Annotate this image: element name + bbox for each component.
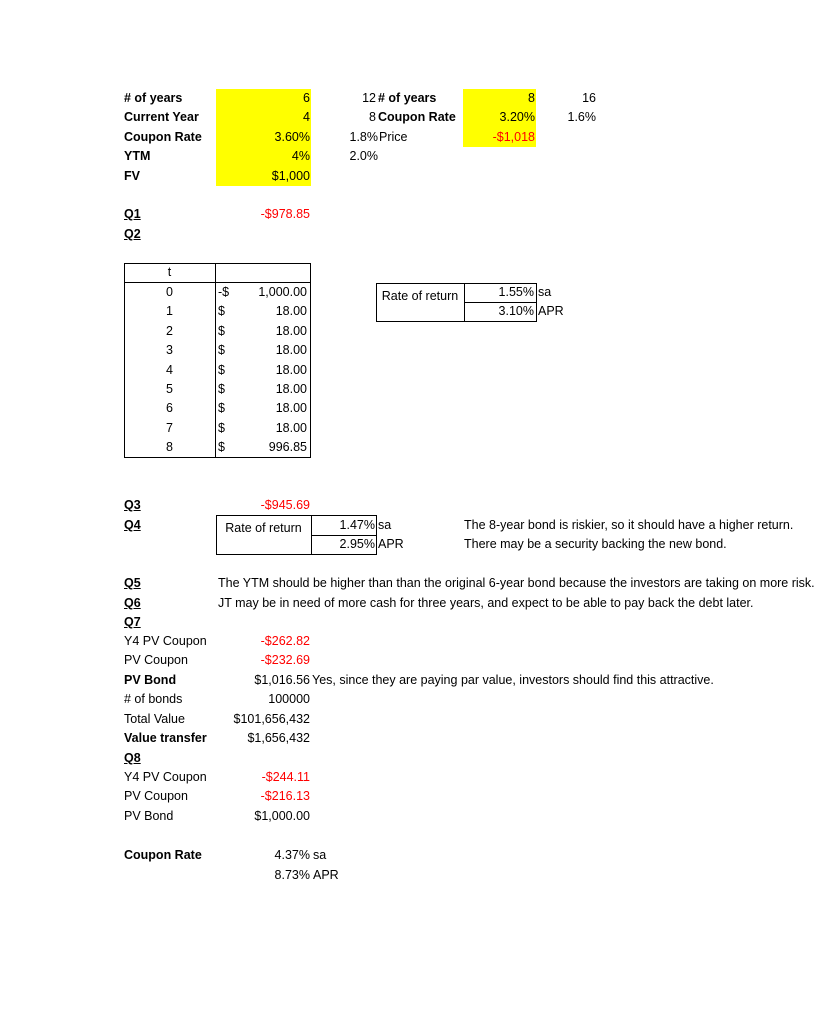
- q2-rate-label: Rate of return: [381, 289, 459, 303]
- q7-row-label: PV Bond: [124, 672, 177, 687]
- q2-label: Q2: [124, 227, 141, 241]
- cf-period: 2: [166, 323, 173, 338]
- calc-periods-remaining: 8: [369, 110, 376, 124]
- q1-label: Q1: [124, 207, 141, 221]
- value-fv[interactable]: $1,000: [271, 169, 310, 183]
- q7-row-value: 100000: [268, 692, 310, 707]
- q6-answer: JT may be in need of more cash for three years, and expect to be able to pay back the debt later.: [218, 596, 754, 610]
- q7-row-label: # of bonds: [124, 692, 183, 707]
- cf-currency: $: [218, 323, 225, 338]
- q8-row-label: Y4 PV Coupon: [124, 770, 207, 784]
- cf-period: 1: [166, 304, 173, 319]
- cf-currency: $: [218, 362, 225, 377]
- q7-row-label: PV Coupon: [124, 653, 188, 668]
- coupon-rate-label: Coupon Rate: [124, 848, 202, 862]
- cf-amount: 18.00: [275, 362, 307, 377]
- value-ytm[interactable]: 4%: [291, 149, 310, 163]
- q4-label: Q4: [124, 518, 141, 532]
- q4-rate-apr: 2.95%: [339, 537, 375, 551]
- cf-currency: -$: [218, 285, 230, 299]
- q7-row-value: $1,656,432: [247, 731, 310, 745]
- q4-answer-2: There may be a security backing the new bond.: [464, 537, 727, 551]
- q3-value: -$945.69: [260, 498, 310, 512]
- cf-amount: 18.00: [275, 382, 307, 396]
- cf-period: 4: [166, 362, 173, 377]
- q7-row-value: $101,656,432: [233, 711, 310, 726]
- cf-amount: 18.00: [275, 401, 307, 416]
- q7-row-label: Y4 PV Coupon: [124, 634, 207, 648]
- value-price[interactable]: -$1,018: [492, 130, 535, 144]
- q7-row-label: Value transfer: [124, 731, 207, 745]
- cf-period: 0: [166, 285, 173, 299]
- cf-period: 6: [166, 401, 173, 416]
- q2-rate-sa: 1.55%: [498, 285, 534, 299]
- q5-label: Q5: [124, 576, 141, 590]
- coupon-rate-sa: 4.37%: [274, 848, 310, 862]
- cf-currency: $: [218, 440, 225, 455]
- label-price: Price: [379, 130, 408, 144]
- q7-row-label: Total Value: [124, 711, 185, 726]
- value-num-years-2[interactable]: 8: [528, 91, 535, 105]
- q2-unit-sa: sa: [538, 285, 552, 299]
- q8-row-label: PV Bond: [124, 808, 174, 823]
- q8-row-label: PV Coupon: [124, 789, 188, 804]
- q8-label: Q8: [124, 751, 141, 765]
- label-current-year: Current Year: [124, 110, 199, 124]
- q7-label: Q7: [124, 615, 141, 629]
- q8-row-value: -$216.13: [260, 789, 310, 804]
- cf-amount: 18.00: [275, 343, 307, 358]
- cf-period: 8: [166, 440, 173, 455]
- cf-amount: 18.00: [275, 420, 307, 435]
- cf-currency: $: [218, 304, 225, 319]
- calc-coupon-sa-2: 1.6%: [567, 110, 596, 124]
- coupon-unit-sa: sa: [313, 848, 327, 862]
- q8-row-value: $1,000.00: [254, 808, 310, 823]
- q8-row-value: -$244.11: [261, 770, 310, 784]
- q4-unit-apr: APR: [378, 537, 404, 551]
- value-current-year[interactable]: 4: [303, 110, 310, 124]
- calc-periods-2: 16: [582, 91, 596, 105]
- cf-currency: $: [218, 382, 225, 396]
- value-coupon-rate[interactable]: 3.60%: [274, 130, 310, 144]
- cf-amount: 996.85: [268, 440, 307, 455]
- cf-amount: 18.00: [275, 323, 307, 338]
- q4-rate-sa: 1.47%: [339, 518, 375, 532]
- q3-label: Q3: [124, 498, 141, 512]
- label-ytm: YTM: [124, 149, 151, 163]
- q4-rate-label: Rate of return: [225, 521, 302, 535]
- q2-unit-apr: APR: [538, 304, 564, 318]
- label-num-years-2: # of years: [378, 91, 437, 105]
- calc-coupon-sa: 1.8%: [349, 130, 378, 144]
- cf-currency: $: [218, 420, 225, 435]
- coupon-unit-apr: APR: [313, 868, 339, 882]
- q2-rate-apr: 3.10%: [498, 304, 534, 318]
- cf-amount: 18.00: [275, 304, 307, 319]
- q4-answer-1: The 8-year bond is riskier, so it should have a higher return.: [464, 518, 794, 532]
- cf-amount: 1,000.00: [258, 285, 307, 299]
- label-coupon-rate-2: Coupon Rate: [378, 110, 456, 124]
- q7-note: Yes, since they are paying par value, investors should find this attractive.: [312, 673, 714, 687]
- value-num-years[interactable]: 6: [303, 91, 310, 105]
- q4-unit-sa: sa: [378, 518, 392, 532]
- label-fv: FV: [124, 169, 140, 183]
- value-coupon-rate-2[interactable]: 3.20%: [499, 110, 535, 124]
- q7-row-value: -$262.82: [260, 634, 310, 648]
- cf-period: 3: [166, 343, 173, 358]
- label-num-years: # of years: [124, 91, 183, 105]
- q7-row-value: -$232.69: [260, 653, 310, 668]
- cf-currency: $: [218, 343, 225, 358]
- q1-value: -$978.85: [260, 207, 310, 221]
- cf-currency: $: [218, 401, 225, 416]
- label-coupon-rate: Coupon Rate: [124, 130, 202, 144]
- q7-row-value: $1,016.56: [254, 672, 310, 687]
- q6-label: Q6: [124, 596, 141, 610]
- calc-ytm-sa: 2.0%: [349, 149, 378, 163]
- calc-periods: 12: [362, 91, 376, 105]
- t-header: t: [167, 265, 172, 279]
- cf-period: 5: [166, 382, 173, 396]
- q5-answer: The YTM should be higher than than the original 6-year bond because the investors are taking on more risk.: [218, 576, 815, 590]
- cf-period: 7: [166, 420, 173, 435]
- coupon-rate-apr: 8.73%: [274, 868, 310, 882]
